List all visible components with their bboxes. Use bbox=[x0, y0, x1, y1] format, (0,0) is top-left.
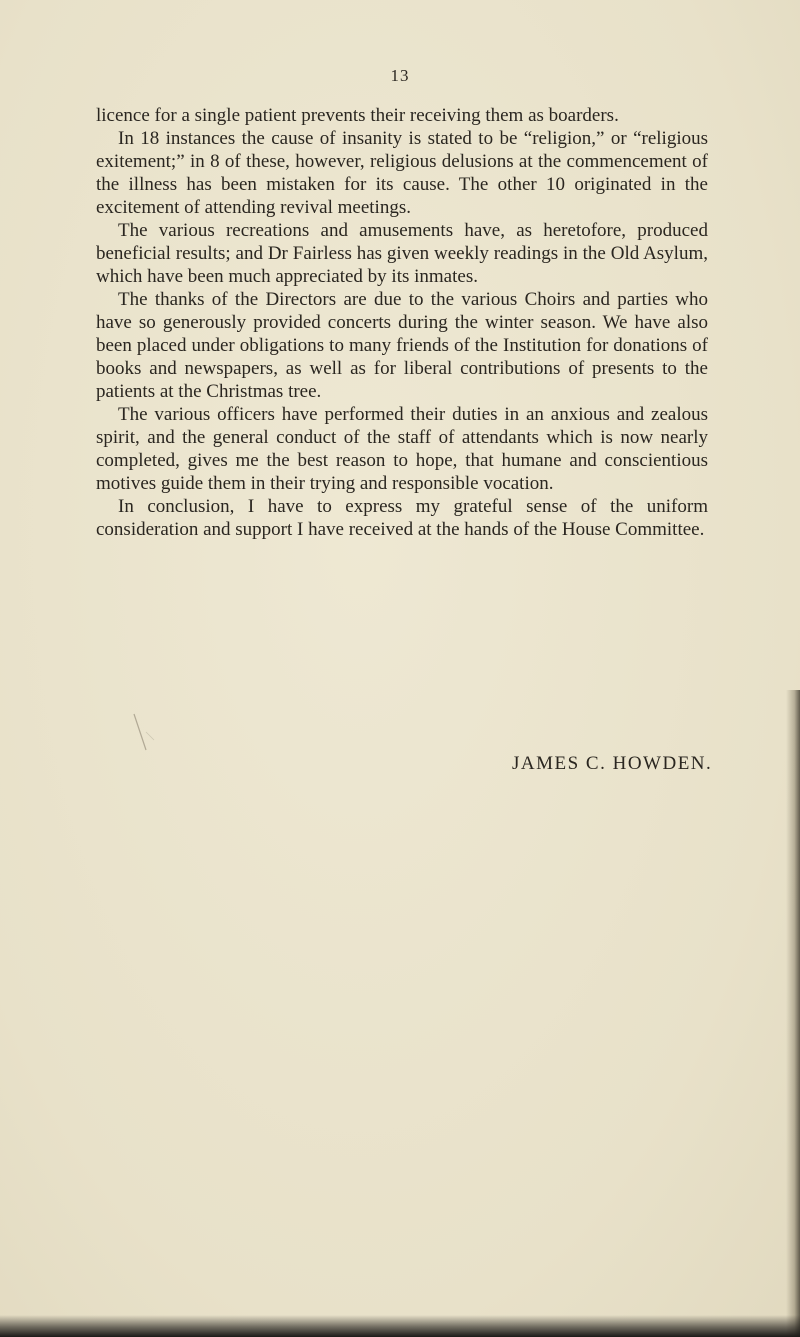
stray-pencil-mark bbox=[132, 712, 162, 752]
paragraph-continuation: licence for a single patient prevents their receiving them as boarders. bbox=[96, 105, 619, 126]
page-number: 13 bbox=[390, 66, 410, 85]
page-edge-shadow-right bbox=[786, 690, 800, 1337]
page-edge-shadow-bottom bbox=[0, 1315, 800, 1337]
signature: JAMES C. HOWDEN. bbox=[512, 753, 713, 774]
paragraph-recreations: The various recreations and amusements have, as heretofore, produced beneficial results; and Dr Fairless has given weekly readings in the Old Asylum, which have been much appreciated by its inmates. bbox=[96, 220, 708, 287]
paragraph-officers: The various officers have performed their duties in an anxious and zealous spirit, and the general conduct of the staff of attendants which is now nearly completed, gives me the best reason to hope, that humane and conscientious motives guide them in their trying and responsible vocation. bbox=[96, 404, 708, 494]
paragraph-thanks: The thanks of the Directors are due to the various Choirs and parties who have so generously provided concerts during the winter season. We have also been placed under obligations to many friends of the Institution for donations of books and newspapers, as well as for liberal contributions of presents to the patients at the Christmas tree. bbox=[96, 289, 708, 402]
report-body bbox=[96, 104, 708, 541]
paragraph-religion-cause: In 18 instances the cause of insanity is stated to be “religion,” or “religious exitement;” in 8 of these, however, religious delusions at the commencement of the illness has been mistaken for its cause. The other 10 originated in the excitement of attending revival meetings. bbox=[96, 128, 708, 218]
paragraph-conclusion: In conclusion, I have to express my grateful sense of the uniform consideration and support I have received at the hands of the House Committee. bbox=[96, 496, 708, 540]
